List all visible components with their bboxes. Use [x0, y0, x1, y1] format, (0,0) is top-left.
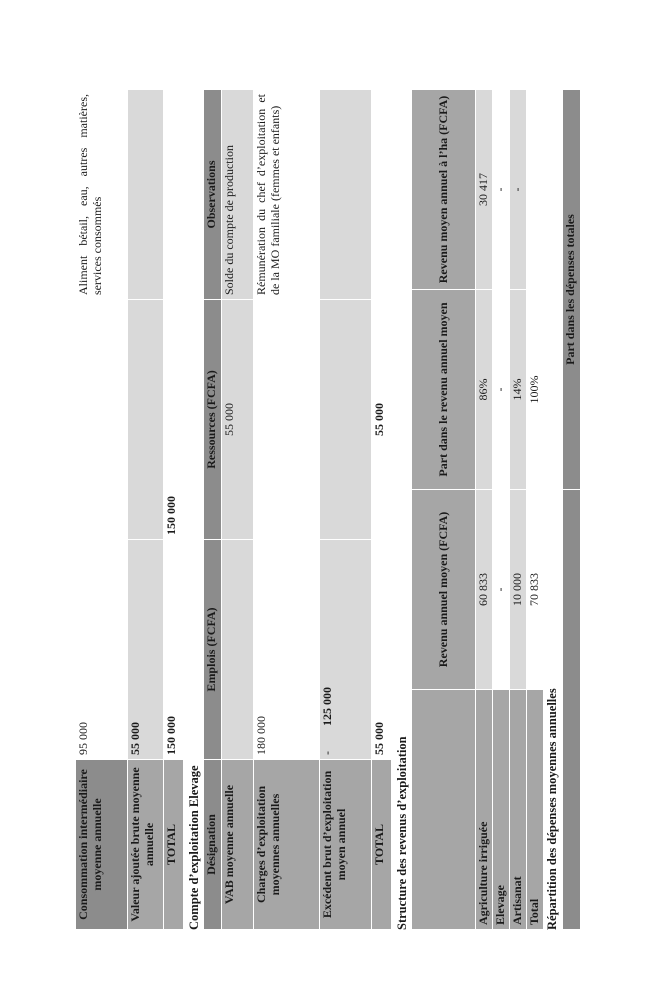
cell-revenu: 70 833 — [527, 490, 544, 690]
column-header: Part dans le revenu annuel moyen — [412, 290, 476, 490]
cell-emplois: 55 000 — [372, 540, 392, 760]
row-label: Excédent brut d’exploitation moyen annuel — [320, 760, 372, 930]
table-row — [493, 90, 510, 930]
column-header: Observations — [204, 90, 222, 300]
cell-revenu-ha — [527, 90, 544, 290]
operating-account-table — [203, 89, 392, 930]
table-row — [164, 90, 184, 930]
row-label: Artisanat — [510, 690, 527, 930]
cell-revenu: 60 833 — [476, 490, 493, 690]
cell-value — [128, 300, 164, 540]
row-label: Agriculture irriguée — [476, 690, 493, 930]
cell-note — [372, 90, 392, 300]
row-label: Charges d’exploitation moyennes annuelles — [254, 760, 320, 930]
cell-value: 150 000 — [164, 540, 184, 760]
column-header: Emplois (FCFA) — [204, 540, 222, 760]
table-row — [527, 90, 544, 930]
rotated-page — [75, 90, 577, 930]
table-row — [254, 90, 320, 930]
cell-value: 95 000 — [76, 540, 128, 760]
column-header: Ressources (FCFA) — [204, 300, 222, 540]
production-account-table — [75, 89, 184, 930]
cell-ressources: 55 000 — [372, 300, 392, 540]
cell-part: - — [493, 290, 510, 490]
table-row — [320, 90, 372, 930]
column-header-empty — [563, 490, 581, 930]
column-header — [412, 690, 476, 930]
table-row — [222, 90, 254, 930]
cell-note: Aliment bétail, eau, autres matières, services consommés — [76, 90, 128, 300]
cell-emplois — [320, 540, 372, 760]
section-title: Répartition des dépenses moyennes annuelles — [545, 688, 559, 930]
table-row — [128, 90, 164, 930]
cell-part: 86% — [476, 290, 493, 490]
section-title: Compte d’exploitation Elevage — [187, 765, 201, 930]
column-header: Part dans les dépenses totales — [563, 90, 581, 490]
cell-part: 14% — [510, 290, 527, 490]
table-row — [372, 90, 392, 930]
row-label: Consommation intermédiaire moyenne annuelle — [76, 760, 128, 930]
table-row — [76, 90, 128, 930]
cell-revenu: 10 000 — [510, 490, 527, 690]
cell-part: 100% — [527, 290, 544, 490]
cell-ressources: 55 000 — [222, 300, 254, 540]
row-label: Elevage — [493, 690, 510, 930]
row-label: Valeur ajoutée brute moyenne annuelle — [128, 760, 164, 930]
section-title: Structure des revenus d’exploitation — [395, 736, 409, 930]
table-row — [476, 90, 493, 930]
cell-value: 125 000 — [320, 687, 334, 726]
cell-value — [76, 300, 128, 540]
cell-note — [128, 90, 164, 300]
cell-value: 150 000 — [164, 300, 184, 540]
cell-revenu-ha: 30 417 — [476, 90, 493, 290]
cell-ressources — [254, 300, 320, 540]
cell-note — [320, 90, 372, 300]
row-label: VAB moyenne annuelle — [222, 760, 254, 930]
income-structure-table — [411, 89, 544, 930]
column-header: Revenu moyen annuel à l’ha (FCFA) — [412, 90, 476, 290]
cell-note: Solde du compte de production — [222, 90, 254, 300]
table-header-row — [204, 90, 222, 930]
expenses-table — [562, 89, 581, 930]
cell-note — [164, 90, 184, 300]
column-header: Revenu annuel moyen (FCFA) — [412, 490, 476, 690]
table-header-row — [563, 90, 581, 930]
cell-revenu: - — [493, 490, 510, 690]
minus-sign: - — [320, 751, 334, 755]
row-label: TOTAL — [372, 760, 392, 930]
cell-note: Rémunération du chef d’exploitation et de la MO familiale (femmes et enfants) — [254, 90, 320, 300]
column-header: Désignation — [204, 760, 222, 930]
table-header-row — [412, 90, 476, 930]
row-label: Total — [527, 690, 544, 930]
cell-revenu-ha: - — [510, 90, 527, 290]
cell-emplois: 180 000 — [254, 540, 320, 760]
table-row — [510, 90, 527, 930]
cell-revenu-ha: - — [493, 90, 510, 290]
cell-emplois — [222, 540, 254, 760]
cell-ressources — [320, 300, 372, 540]
row-label: TOTAL — [164, 760, 184, 930]
cell-value: 55 000 — [128, 540, 164, 760]
